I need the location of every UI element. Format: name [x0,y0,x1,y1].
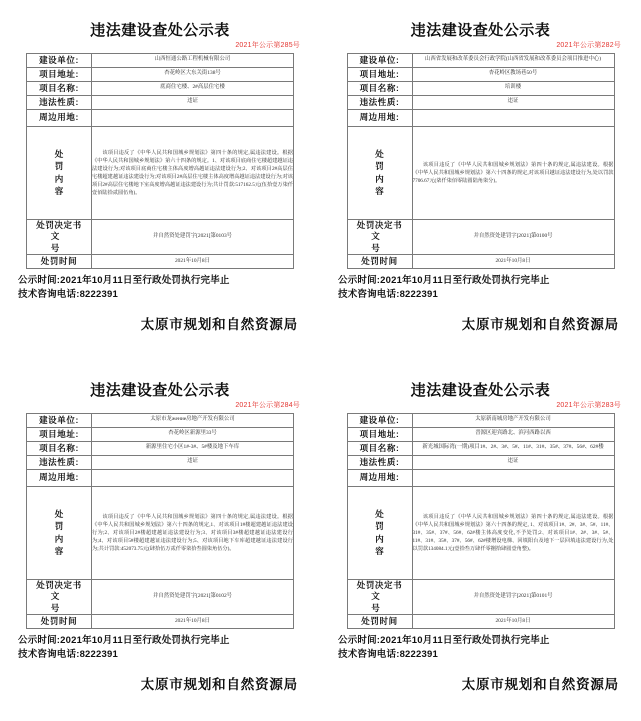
value-illegal-nature: 违证 [412,95,614,109]
table-row-penalty-time [27,615,294,629]
table-row-build-unit [347,413,614,427]
label-char-1: 罚 [54,521,64,532]
notice-footer [14,274,306,333]
label-public-time: 公示时间: [18,275,61,287]
label-surrounding-land: 周边用地: [27,469,92,486]
table-row-penalty-doc-no [27,219,294,254]
value-build-unit: 太原市龙жение房地产开发有限公司 [92,413,294,427]
value-penalty-doc-no: 并自然资处建罚字[2021]第0101号 [412,579,614,614]
label-build-unit: 建设单位: [347,53,412,67]
notice-serial: 2021年公示第282号 [556,42,621,49]
label-char-3: 容 [375,186,384,196]
label-char-1: 罚 [375,521,384,532]
label-penalty-doc-no-line2: 文 号 [50,231,101,253]
label-penalty-doc-no-line1: 处罚决定书 [36,579,82,590]
penalty-content-paragraph: 该项目违反了《中华人民共和国城乡规划法》第四十条的规定,属违法建设。根据《中华人民共和国城乡规划法》第六十四条的规定,对该项目越证违法建设行为,处以罚款7706.67元(柒仟柒佰零陆圆陆角柒分)。 [412,161,614,184]
value-penalty-content [412,486,614,579]
label-penalty-content [347,126,412,219]
value-penalty-content [92,126,294,219]
label-penalty-doc-no-line2: 文 号 [371,231,421,253]
issuer-name: 太原市规划和自然资源局 [140,316,298,332]
label-hotline: 技术咨询电话: [338,649,400,661]
label-surrounding-land: 周边用地: [27,109,92,126]
table-row-penalty-doc-no [347,219,614,254]
value-penalty-time: 2021年10月8日 [412,255,614,269]
label-penalty-time: 处罚时间 [27,615,92,629]
label-penalty-content [27,126,92,219]
table-row-surrounding-land [27,469,294,486]
value-penalty-time: 2021年10月8日 [412,615,614,629]
table-row-build-unit [27,413,294,427]
table-row-illegal-nature [347,455,614,469]
value-project-name: 新光城国际湾(一期)项目1#、2#、3#、5#、11#、31#、35#、37#、56#、62#楼 [412,441,614,455]
label-project-address: 项目地址: [347,427,412,441]
label-char-2: 内 [375,533,384,544]
public-time-line [338,274,623,288]
hotline-line [338,648,623,662]
value-build-unit: 太原新南城房地产开发有限公司 [412,413,614,427]
value-penalty-content [412,126,614,219]
notice-form-table [347,413,615,629]
table-row-penalty-time [347,615,614,629]
value-surrounding-land [92,109,294,126]
notice-form-table [26,413,294,629]
notice-serial: 2021年公示第284号 [235,402,300,409]
label-penalty-time: 处罚时间 [347,255,412,269]
value-penalty-doc-no: 并自然资处建罚字[2021]第0103号 [92,219,294,254]
label-project-address: 项目地址: [27,67,92,81]
label-char-0: 处 [54,509,64,520]
table-row-penalty-time [27,255,294,269]
table-row-project-address [347,67,614,81]
table-row-penalty-content [27,486,294,579]
table-row-project-name [27,441,294,455]
value-penalty-time: 2021年10月8日 [92,255,294,269]
notice-title: 违法建设查处公示表 [90,382,230,399]
label-char-3: 容 [54,546,64,556]
label-penalty-content [27,486,92,579]
label-project-name: 项目名称: [347,441,412,455]
issuer-name: 太原市规划和自然资源局 [461,316,619,332]
table-row-penalty-doc-no [27,579,294,614]
table-row-project-name [27,81,294,95]
public-time-line [18,274,302,288]
notice-title: 违法建设查处公示表 [410,382,551,399]
label-penalty-time: 处罚时间 [347,615,412,629]
notice-serial: 2021年公示第283号 [556,402,621,409]
penalty-content-paragraph: 该项目违反了《中华人民共和国城乡规划法》第四十条的规定,属违法建设。根据《中华人民共和国城乡规划法》第六十四条的规定, 1、对该项目1#、2#、3#、5#、11#、31#、35#、37#、56#、62#楼主体高度变化,不予处罚;2、对该项目1#、2#、3#、5#、11#、31#、35#、37#、56#、62#楼增设电梯、回填阳台及地下一层回填违法建设行为,处以罚款134084.1元(壹拾叁万肆仟零捌拾肆圆壹角整)。 [412,513,614,552]
label-illegal-nature: 违法性质: [27,455,92,469]
value-hotline: 8222391 [399,649,438,661]
label-build-unit: 建设单位: [27,413,92,427]
table-row-illegal-nature [27,95,294,109]
value-project-address: 杏花岭区大东关街138号 [92,67,294,81]
value-project-address: 杏花岭区教场巷50号 [412,67,614,81]
label-penalty-doc-no-line1: 处罚决定书 [356,219,403,230]
value-public-time: 2021年10月11日至行政处罚执行完毕止 [60,635,230,647]
value-project-name: 底商住宅楼、2#高层住宅楼 [92,81,294,95]
issuer-name: 太原市规划和自然资源局 [461,676,619,692]
label-char-0: 处 [54,149,64,160]
table-row-project-address [347,427,614,441]
table-row-illegal-nature [347,95,614,109]
value-illegal-nature: 违证 [92,95,294,109]
table-row-penalty-content [27,126,294,219]
table-row-penalty-time [347,255,614,269]
label-illegal-nature: 违法性质: [347,95,412,109]
issuer-name: 太原市规划和自然资源局 [140,676,298,692]
label-public-time: 公示时间: [18,635,61,647]
value-surrounding-land [412,469,614,486]
table-row-penalty-content [347,486,614,579]
value-penalty-time: 2021年10月8日 [92,615,294,629]
value-surrounding-land [92,469,294,486]
notice-footer [334,634,627,693]
value-project-address: 晋源区迎宾路北、滨河西路以西 [412,427,614,441]
label-char-1: 罚 [375,161,384,172]
notice-footer [334,274,627,333]
table-row-build-unit [27,53,294,67]
label-penalty-doc-no-line1: 处罚决定书 [356,579,403,590]
value-penalty-doc-no: 并自然资处建罚字[2021]第0102号 [92,579,294,614]
label-project-address: 项目地址: [27,427,92,441]
label-char-2: 内 [375,173,384,184]
label-penalty-doc-no [347,579,421,614]
label-surrounding-land: 周边用地: [347,109,412,126]
label-penalty-doc-no-line2: 文 号 [371,591,421,613]
value-penalty-doc-no: 并自然资处建罚字[2021]第0100号 [412,219,614,254]
table-row-penalty-content [347,126,614,219]
label-char-2: 内 [54,533,64,544]
label-project-address: 项目地址: [347,67,412,81]
value-public-time: 2021年10月11日至行政处罚执行完毕止 [380,635,550,647]
label-build-unit: 建设单位: [27,53,92,67]
label-char-3: 容 [54,186,64,196]
label-penalty-time: 处罚时间 [27,255,92,269]
label-illegal-nature: 违法性质: [27,95,92,109]
label-public-time: 公示时间: [338,635,381,647]
label-char-0: 处 [375,149,384,160]
notice-card-284 [0,360,320,721]
label-illegal-nature: 违法性质: [347,455,412,469]
table-row-surrounding-land [347,109,614,126]
table-row-penalty-doc-no [347,579,614,614]
table-row-illegal-nature [27,455,294,469]
label-project-name: 项目名称: [347,81,412,95]
value-public-time: 2021年10月11日至行政处罚执行完毕止 [60,275,230,287]
label-char-1: 罚 [54,161,64,172]
label-penalty-doc-no [27,219,101,254]
notice-title: 违法建设查处公示表 [90,22,230,39]
value-illegal-nature: 违证 [92,455,294,469]
label-hotline: 技术咨询电话: [18,289,80,301]
public-time-line [338,634,623,648]
table-row-project-name [347,441,614,455]
value-project-name: 新源里住宅小区1#-3#、5#楼及地下车库 [92,441,294,455]
value-build-unit: 山西恒通公路工程机械有限公司 [92,53,294,67]
label-surrounding-land: 周边用地: [347,469,412,486]
notice-footer [14,634,306,693]
value-build-unit: 山西省发展和改革委员会行政学院(山西省发展和改革委员会项目推进中心) [412,53,614,67]
value-hotline: 8222391 [79,649,118,661]
label-public-time: 公示时间: [338,275,381,287]
notice-title: 违法建设查处公示表 [410,22,551,39]
hotline-line [18,288,302,302]
penalty-content-paragraph: 该项目违反了《中华人民共和国城乡规划法》第四十条的规定,属违法建设。根据《中华人民共和国城乡规划法》第六十四条的规定,1、对该项目1#楼超建越证违法建设行为;2、对该项目2#楼超建越证违法建设行为;3、对该项目3#楼超建越证违法建设行为;4、对该项目5#楼超建越证违法建设行为;5、对该项目地下车库超建越证违法建设行为;共计罚款:452073.75元(肆拾伍万贰仟零柒拾叁圆柒角伍分)。 [92,513,293,552]
notice-card-283 [320,360,641,721]
label-penalty-doc-no [347,219,421,254]
hotline-line [338,288,623,302]
label-build-unit: 建设单位: [347,413,412,427]
label-penalty-doc-no-line1: 处罚决定书 [36,219,82,230]
penalty-content-paragraph: 该项目违反了《中华人民共和国城乡规划法》第四十条的规定,属违法建设。根据《中华人民共和国城乡规划法》第六十四条的规定。1、对该项目底商住宅楼超建越证违法建设行为;对该项目底商住宅楼主体高度增高越证违法建设行为;2、对该项目2#高层住宅楼超建越证违法建设行为;对该项目2#高层住宅楼主体高度增高越证违法建设行为;对该项目2#高层住宅楼地下室高度增高越证违法建设行为;共计罚款:517162.5元(伍拾壹万柒仟壹佰陆拾贰圆伍角)。 [92,149,293,196]
label-char-3: 容 [375,546,384,556]
label-hotline: 技术咨询电话: [18,649,80,661]
table-row-project-address [27,67,294,81]
label-hotline: 技术咨询电话: [338,289,400,301]
value-penalty-content [92,486,294,579]
notice-form-table [347,53,615,269]
value-surrounding-land [412,109,614,126]
hotline-line [18,648,302,662]
label-penalty-doc-no [27,579,101,614]
value-illegal-nature: 违证 [412,455,614,469]
table-row-project-name [347,81,614,95]
label-project-name: 项目名称: [27,441,92,455]
label-char-2: 内 [54,173,64,184]
notice-card-282 [320,0,641,360]
table-row-project-address [27,427,294,441]
label-char-0: 处 [375,509,384,520]
public-time-line [18,634,302,648]
value-hotline: 8222391 [79,289,118,301]
value-public-time: 2021年10月11日至行政处罚执行完毕止 [380,275,550,287]
value-project-name: 培训楼 [412,81,614,95]
value-project-address: 杏花岭区新源里33号 [92,427,294,441]
notice-form-table [26,53,294,269]
notice-serial: 2021年公示第285号 [235,42,300,49]
notice-card-285 [0,0,320,360]
table-row-surrounding-land [347,469,614,486]
table-row-build-unit [347,53,614,67]
table-row-surrounding-land [27,109,294,126]
value-hotline: 8222391 [399,289,438,301]
label-penalty-content [347,486,412,579]
label-penalty-doc-no-line2: 文 号 [50,591,101,613]
label-project-name: 项目名称: [27,81,92,95]
